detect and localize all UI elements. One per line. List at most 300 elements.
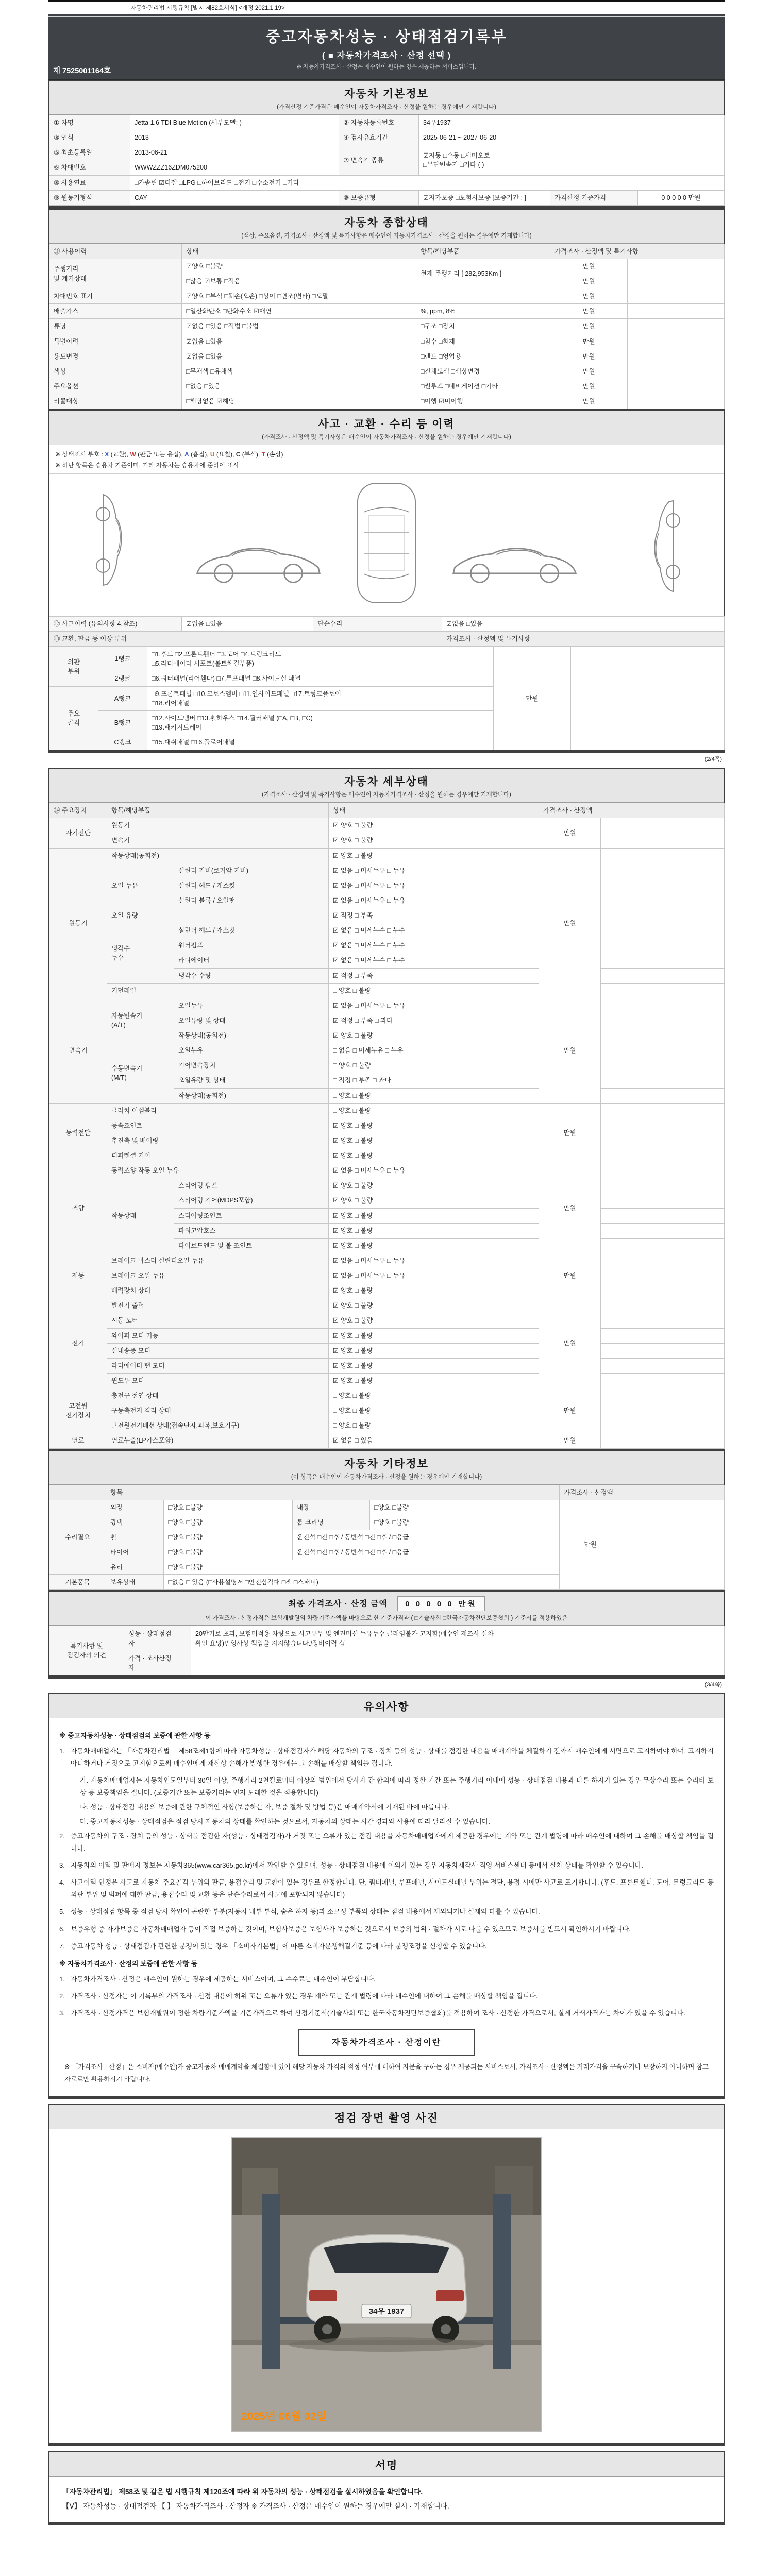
table-cell: ⑩ 보증유형 bbox=[339, 190, 419, 205]
checkbox-cell[interactable]: □양호 □불량 bbox=[370, 1500, 560, 1515]
checkbox-cell[interactable]: ☑ 양호 □ 불량 bbox=[329, 1178, 539, 1193]
table-row bbox=[49, 1485, 725, 1500]
table-cell bbox=[601, 863, 725, 878]
table-cell: 파워고압호스 bbox=[174, 1223, 329, 1238]
table-row bbox=[49, 1343, 725, 1358]
checkbox-cell[interactable]: □양호 □불량 bbox=[164, 1545, 293, 1560]
checkbox-cell[interactable]: □ 적정 □ 부족 □ 과다 bbox=[329, 1073, 539, 1088]
accident-summary-table bbox=[49, 616, 724, 647]
checkbox-cell[interactable]: ☑ 양호 □ 불량 bbox=[329, 848, 539, 863]
notice-subitem: 다. 중고자동차성능 · 상태점검은 점검 당시 자동차의 상태를 확인하는 것으로서, 자동차의 상태는 시간 경과와 사용에 따라 달라질 수 있습니다. bbox=[80, 1818, 490, 1826]
section-title: 유의사항 bbox=[363, 1701, 410, 1713]
section-title: 사고 · 교환 · 수리 등 이력 bbox=[318, 418, 455, 431]
table-cell: 기어변속장치 bbox=[174, 1058, 329, 1073]
checkbox-cell[interactable]: ☑ 적정 □ 부족 bbox=[329, 908, 539, 923]
table-cell bbox=[571, 647, 725, 750]
table-row bbox=[49, 632, 725, 647]
table-cell bbox=[601, 1313, 725, 1328]
table-cell: ⑬ 교환, 판금 등 이상 부위 bbox=[49, 632, 442, 647]
checkbox-cell[interactable]: ☑ 양호 □ 불량 bbox=[329, 1223, 539, 1238]
legend-note: ※ 하단 항목은 승용차 기준이며, 기타 자동차는 승용차에 준하여 표시 bbox=[55, 461, 239, 469]
table-cell: ① 차명 bbox=[49, 115, 130, 130]
photo-section bbox=[48, 2104, 725, 2446]
table-cell bbox=[601, 938, 725, 953]
checkbox-cell[interactable]: □양호 □불량 bbox=[164, 1530, 293, 1545]
etc-info-header bbox=[49, 1449, 724, 1485]
table-row bbox=[49, 923, 725, 938]
table-cell: 만원 bbox=[560, 1500, 621, 1590]
table-cell bbox=[601, 1208, 725, 1223]
table-cell: ⑤ 최초등록일 bbox=[49, 145, 130, 160]
table-row bbox=[49, 130, 725, 145]
table-cell bbox=[601, 893, 725, 908]
table-cell bbox=[601, 983, 725, 998]
detail-status-section bbox=[48, 768, 725, 1679]
table-cell bbox=[601, 1178, 725, 1193]
table-cell: ④ 검사유효기간 bbox=[339, 130, 419, 145]
table-row bbox=[49, 289, 725, 304]
table-row bbox=[49, 1103, 725, 1118]
checkbox-cell[interactable]: □구조 □장치 bbox=[416, 319, 550, 334]
table-cell bbox=[601, 833, 725, 848]
table-cell bbox=[601, 1028, 725, 1043]
table-cell: 작동상태 bbox=[107, 1178, 174, 1253]
checkbox-cell[interactable]: □썬루프 □네비게이션 □기타 bbox=[416, 379, 550, 394]
section-title: 자동차 종합상태 bbox=[344, 216, 429, 229]
checkbox-cell[interactable]: ☑ 양호 □ 불량 bbox=[329, 833, 539, 848]
final-price-amount: 0 0 0 0 0 만원 bbox=[397, 1596, 485, 1611]
checkbox-cell[interactable]: ☑ 양호 □ 불량 bbox=[329, 1358, 539, 1373]
table-cell: 외판 부위 bbox=[49, 647, 98, 686]
notice-subitem: 나. 성능 · 상태점검 내용의 보증에 관한 구체적인 사항(보증하는 자, 보증 절차 및 방법 등)은 매매계약서에 기재된 바에 따릅니다. bbox=[80, 1803, 449, 1811]
table-cell: 냉각수 누수 bbox=[107, 923, 174, 984]
table-row bbox=[49, 1118, 725, 1133]
basic-info-header bbox=[49, 81, 724, 115]
legend-token: (부식), bbox=[240, 451, 262, 459]
checkbox-cell[interactable]: □양호 □불량 bbox=[164, 1500, 293, 1515]
checkbox-cell[interactable]: □무채색 □유채색 bbox=[182, 364, 416, 379]
checkbox-cell[interactable]: ☑ 없음 □ 미세누유 □ 누유 bbox=[329, 1253, 539, 1268]
table-cell bbox=[628, 334, 725, 349]
inspector-opinion-table bbox=[49, 1626, 724, 1675]
table-row bbox=[49, 1163, 725, 1178]
checkbox-cell[interactable]: ☑ 양호 □ 불량 bbox=[329, 1133, 539, 1148]
table-cell: 만원 bbox=[550, 319, 628, 334]
table-cell: 실린더 헤드 / 개스킷 bbox=[174, 923, 329, 938]
legend-token: W bbox=[130, 451, 136, 459]
section-subtitle: (가격조사 · 산정액 및 특기사항은 매수인이 자동차가격조사 · 산정을 원하는 경우에만 기재합니다) bbox=[262, 434, 511, 441]
table-cell: 외장 bbox=[106, 1500, 164, 1515]
table-cell: 스티어링조인트 bbox=[174, 1208, 329, 1223]
table-cell: 브레이크 마스터 실린더오일 누유 bbox=[107, 1253, 329, 1268]
table-cell: 작동상태(공회전) bbox=[107, 848, 329, 863]
table-row bbox=[49, 803, 725, 818]
table-cell: 만원 bbox=[539, 1163, 601, 1253]
table-cell: 만원 bbox=[539, 1298, 601, 1388]
table-cell: 냉각수 수량 bbox=[174, 968, 329, 983]
table-cell bbox=[601, 968, 725, 983]
checkbox-cell[interactable]: ☑ 없음 □ 미세누유 □ 누유 bbox=[329, 893, 539, 908]
table-cell: ② 자동차등록번호 bbox=[339, 115, 419, 130]
table-cell: 특별이력 bbox=[49, 334, 182, 349]
checkbox-cell[interactable]: ☑ 양호 □ 불량 bbox=[329, 1343, 539, 1358]
table-row bbox=[49, 394, 725, 409]
checkbox-cell[interactable]: ☑양호 □부식 □훼손(오손) □상이 □변조(변타) □도말 bbox=[182, 289, 550, 304]
checkbox-cell[interactable]: ☑양호 □불량 bbox=[182, 259, 416, 274]
checkbox-cell[interactable]: ☑ 양호 □ 불량 bbox=[329, 1193, 539, 1208]
price-survey-definition-box: 자동차가격조사 · 산정이란 bbox=[298, 2029, 475, 2057]
table-cell: 디퍼렌셜 기어 bbox=[107, 1148, 329, 1163]
table-cell: 항목/해당부품 bbox=[107, 803, 329, 818]
checkbox-cell[interactable]: □ 양호 □ 불량 bbox=[329, 1403, 539, 1418]
signature-statement: 「자동차관리법」 제58조 및 같은 법 시행규칙 제120조에 따라 위 자동차의 성능 · 상태점검을 실시하였음을 확인합니다. bbox=[62, 2487, 423, 2496]
table-cell: 2013 bbox=[130, 130, 339, 145]
checkbox-cell[interactable]: □ 없음 □ 미세누유 □ 누유 bbox=[329, 1043, 539, 1058]
table-cell: 튜닝 bbox=[49, 319, 182, 334]
table-cell bbox=[601, 848, 725, 863]
notice-item: 4. 사고이력 인정은 사고로 자동차 주요골격 부위의 판금, 용접수리 및 교환이 있는 경우로 한정합니다. 단, 쿼터패널, 루프패널, 사이드실패널 부위는 절단, 용접 시에만 사고로 표기합니다. (후드, 프론트휀더, 도어, 트렁크리드 등 외판 부위 및 범퍼에 대한 판금, 용접수리 및 교환 등은 단순수리로서 사고에 포함되지 않습니다) bbox=[59, 1878, 714, 1899]
legend-token: (판금 또는 용접), bbox=[136, 451, 185, 459]
table-cell: 현재 주행거리 [ 282,953Km ] bbox=[416, 259, 550, 289]
table-cell bbox=[601, 1013, 725, 1028]
checkbox-cell[interactable]: □ 양호 □ 불량 bbox=[329, 1088, 539, 1103]
legend-token: C bbox=[236, 451, 241, 459]
checkbox-cell[interactable]: ☑ 양호 □ 불량 bbox=[329, 1238, 539, 1253]
table-cell: 실린더 커버(로커암 커버) bbox=[174, 863, 329, 878]
legend-token: A bbox=[184, 451, 189, 459]
table-cell bbox=[601, 1358, 725, 1373]
page-marker-2: (2/4쪽) bbox=[704, 756, 722, 763]
page-subtitle: ( ■ 자동차가격조사 · 산정 선택 ) bbox=[322, 51, 451, 60]
legend-token: (요철), bbox=[214, 451, 236, 459]
table-row bbox=[49, 647, 725, 671]
document-number: 제 7525001164호 bbox=[53, 67, 111, 75]
table-cell: 만원 bbox=[550, 334, 628, 349]
table-row bbox=[49, 244, 725, 259]
table-row bbox=[49, 1373, 725, 1388]
table-row bbox=[49, 175, 725, 190]
table-cell bbox=[601, 1148, 725, 1163]
checkbox-cell[interactable]: ☑ 양호 □ 불량 bbox=[329, 1373, 539, 1388]
table-cell bbox=[191, 1651, 725, 1675]
table-cell: 유리 bbox=[106, 1560, 164, 1575]
table-cell bbox=[628, 304, 725, 319]
table-row bbox=[49, 833, 725, 848]
document-header bbox=[48, 14, 725, 80]
checkbox-cell[interactable]: ☑ 적정 □ 부족 □ 과다 bbox=[329, 1013, 539, 1028]
table-row bbox=[49, 1626, 725, 1651]
table-cell: 변속기 bbox=[107, 833, 329, 848]
table-row bbox=[49, 1148, 725, 1163]
table-cell: 특기사항 및 점검자의 의견 bbox=[49, 1626, 124, 1675]
table-cell: 구동축전지 격리 상태 bbox=[107, 1403, 329, 1418]
table-cell: 자동변속기 (A/T) bbox=[107, 998, 174, 1043]
table-cell: 워터펌프 bbox=[174, 938, 329, 953]
checkbox-cell[interactable]: ☑없음 □있음 bbox=[182, 334, 416, 349]
section-title: 자동차 기본정보 bbox=[344, 88, 429, 100]
table-cell bbox=[601, 1343, 725, 1358]
checkbox-cell[interactable]: 운전석 □전 □후 / 동반석 □전 □후 / □응급 bbox=[293, 1530, 560, 1545]
table-cell bbox=[628, 394, 725, 409]
table-row bbox=[49, 1388, 725, 1403]
table-row bbox=[49, 1418, 725, 1433]
table-cell: 클러치 어셈블리 bbox=[107, 1103, 329, 1118]
table-cell: 만원 bbox=[550, 289, 628, 304]
table-row bbox=[49, 616, 725, 631]
basic-info-section bbox=[48, 80, 725, 209]
section-subtitle: (가격산정 기준가격은 매수인이 자동차가격조사 · 산정을 원하는 경우에만 기재합니다) bbox=[277, 104, 496, 110]
table-cell: 윈도우 모터 bbox=[107, 1373, 329, 1388]
table-row bbox=[49, 334, 725, 349]
checkbox-cell[interactable]: ☑ 양호 □ 불량 bbox=[329, 1148, 539, 1163]
table-cell: 주행거리 및 계기상태 bbox=[49, 259, 182, 289]
table-row bbox=[49, 115, 725, 130]
table-cell: ⑨ 원동기형식 bbox=[49, 190, 130, 205]
table-cell: 오일누유 bbox=[174, 998, 329, 1013]
table-cell: 수동변속기 (M/T) bbox=[107, 1043, 174, 1104]
checkbox-cell[interactable]: ☑없음 □있음 bbox=[182, 349, 416, 364]
checkbox-cell[interactable]: ☑ 없음 □ 미세누유 □ 누유 bbox=[329, 878, 539, 893]
overall-status-header bbox=[49, 210, 724, 244]
table-cell bbox=[628, 319, 725, 334]
checkbox-cell[interactable]: ☑자동 □수동 □세미오토 □무단변속기 □기타 ( ) bbox=[419, 145, 725, 175]
table-cell: 34우1937 bbox=[419, 115, 725, 130]
table-cell bbox=[628, 274, 725, 289]
table-cell: 만원 bbox=[539, 1433, 601, 1448]
table-row bbox=[49, 304, 725, 319]
table-cell: 배출가스 bbox=[49, 304, 182, 319]
section-title: 자동차 세부상태 bbox=[344, 776, 429, 788]
table-cell bbox=[601, 1283, 725, 1298]
notice-item: 5. 성능 · 상태점검 항목 중 점검 당시 확인이 곤란한 부분(자동차 내부 부식, 숨은 하자 등)과 소모성 부품의 상태는 점검 내용에서 제외되거나 실제와 다를 수 있습니다. bbox=[59, 1908, 540, 1916]
checkbox-cell[interactable]: ☑ 양호 □ 불량 bbox=[329, 1313, 539, 1328]
detail-status-table bbox=[49, 803, 724, 1448]
checkbox-cell[interactable]: ☑자가보증 □보험사보증 [보증기간 : ] bbox=[419, 190, 550, 205]
notice-item: 2. 가격조사 · 산정자는 이 기록부의 가격조사 · 산정 내용에 허위 또는 오류가 있는 경우 계약 또는 관계 법령에 따라 매수인에 대하여 그 손해를 배상할 책임을 집니다. bbox=[59, 1992, 538, 2000]
table-cell: ③ 연식 bbox=[49, 130, 130, 145]
checkbox-cell[interactable]: □양호 □불량 bbox=[164, 1560, 560, 1575]
table-cell: 커먼레일 bbox=[107, 983, 329, 998]
table-cell: 기본품목 bbox=[49, 1575, 106, 1590]
table-cell bbox=[601, 1253, 725, 1268]
signature-roles[interactable]: 【Ⅴ】 자동차성능 · 상태점검자 【 】 자동차가격조사 · 산정자 ※ 가격조사 · 산정은 매수인이 원하는 경우에만 실시 · 기재합니다. bbox=[62, 2502, 449, 2510]
table-cell bbox=[601, 1223, 725, 1238]
table-cell: 상태 bbox=[182, 244, 416, 259]
detail-status-header bbox=[49, 769, 724, 803]
checkbox-cell[interactable]: ☑ 양호 □ 불량 bbox=[329, 1208, 539, 1223]
status-code-legend bbox=[49, 445, 724, 474]
table-cell: 오일유량 및 상태 bbox=[174, 1073, 329, 1088]
table-cell: 가격조사 · 산정액 bbox=[539, 803, 725, 818]
table-cell bbox=[601, 908, 725, 923]
table-cell bbox=[601, 1103, 725, 1118]
table-cell: 차대번호 표기 bbox=[49, 289, 182, 304]
checkbox-cell[interactable]: □해당없음 ☑해당 bbox=[182, 394, 416, 409]
notice-item: 3. 자동차의 이력 및 판매자 정보는 자동차365(www.car365.go.kr)에서 확인할 수 있으며, 성능 · 상태점검 내용에 이의가 있는 경우 자동차제작사 직영 서비스센터 등에서 실차 상태를 확인할 수 있습니다. bbox=[59, 1861, 643, 1870]
table-cell: A랭크 bbox=[98, 686, 147, 710]
notices-header bbox=[49, 1694, 724, 1718]
table-row bbox=[49, 145, 725, 160]
inspection-photo bbox=[232, 2138, 541, 2431]
table-cell: 가격조사 · 산정액 및 특기사항 bbox=[442, 632, 725, 647]
notice-item: 6. 보증유형 중 자가보증은 자동차매매업자 등이 직접 보증하는 것이며, 보험사보증은 보험사가 보증하는 것으로서 보증의 범위 · 절차가 서로 다를 수 있으므로 보증서를 반드시 확인하시기 바랍니다. bbox=[59, 1925, 631, 1933]
table-row bbox=[49, 998, 725, 1013]
checkbox-cell[interactable]: ☑ 없음 □ 미세누유 □ 누유 bbox=[329, 998, 539, 1013]
legend-token: ※ 상태표시 부호 : bbox=[55, 451, 105, 459]
table-cell: 만원 bbox=[539, 998, 601, 1103]
checkbox-cell[interactable]: ☑ 없음 □ 미세누유 □ 누유 bbox=[329, 1268, 539, 1283]
table-cell bbox=[628, 379, 725, 394]
table-row bbox=[49, 1268, 725, 1283]
checkbox-cell[interactable]: □없음 □ 있음 (□사용설명서 □안전삼각대 □잭 □스패너) bbox=[164, 1575, 560, 1590]
checkbox-cell[interactable]: ☑없음 □있음 bbox=[182, 616, 313, 631]
photo-timestamp: 2025년 06월 02일 bbox=[241, 2410, 327, 2422]
table-cell bbox=[628, 259, 725, 274]
checkbox-cell[interactable]: ☑ 없음 □ 미세누수 □ 누수 bbox=[329, 953, 539, 968]
checkbox-cell[interactable]: □ 양호 □ 불량 bbox=[329, 1103, 539, 1118]
table-cell: 조향 bbox=[49, 1163, 107, 1253]
checkbox-cell[interactable]: ☑ 양호 □ 불량 bbox=[329, 1298, 539, 1313]
checkbox-cell[interactable]: ☑없음 □있음 bbox=[442, 616, 725, 631]
checkbox-cell[interactable]: ☑ 없음 □ 있음 bbox=[329, 1433, 539, 1448]
table-cell: 상태 bbox=[329, 803, 539, 818]
legend-token: (손상) bbox=[265, 451, 283, 459]
checkbox-cell[interactable]: ☑ 없음 □ 미세누수 □ 누수 bbox=[329, 938, 539, 953]
table-cell: 오일누유 bbox=[174, 1043, 329, 1058]
overall-status-section bbox=[48, 209, 725, 753]
table-cell: 스티어링 펌프 bbox=[174, 1178, 329, 1193]
table-cell: ⑫ 사고이력 (유의사항 4.참조) bbox=[49, 616, 182, 631]
table-cell: 연료 bbox=[49, 1433, 107, 1448]
table-cell bbox=[601, 1418, 725, 1433]
checkbox-cell[interactable]: □ 양호 □ 불량 bbox=[329, 1418, 539, 1433]
basic-info-table bbox=[49, 115, 724, 206]
checkbox-cell[interactable]: □ 양호 □ 불량 bbox=[329, 1058, 539, 1073]
section-subtitle: (가격조사 · 산정액 및 특기사항은 매수인이 자동차가격조사 · 산정을 원하는 경우에만 기재합니다) bbox=[262, 792, 511, 799]
checkbox-cell[interactable]: ☑ 양호 □ 불량 bbox=[329, 1118, 539, 1133]
table-row bbox=[49, 1178, 725, 1193]
checkbox-cell[interactable]: ☑ 없음 □ 미세누수 □ 누수 bbox=[329, 923, 539, 938]
table-cell: 항목 bbox=[106, 1485, 560, 1500]
checkbox-cell[interactable]: 운전석 □전 □후 / 동반석 □전 □후 / □응급 bbox=[293, 1545, 560, 1560]
checkbox-cell[interactable]: □많음 ☑보통 □적음 bbox=[182, 274, 416, 289]
table-cell: 만원 bbox=[550, 349, 628, 364]
table-cell bbox=[601, 923, 725, 938]
panel-rank-table bbox=[49, 647, 724, 750]
checkbox-cell[interactable]: □양호 □불량 bbox=[164, 1515, 293, 1530]
checkbox-cell[interactable]: □ 양호 □ 불량 bbox=[329, 983, 539, 998]
checkbox-cell[interactable]: □15.대쉬패널 □16.플로어패널 bbox=[147, 735, 494, 750]
table-cell: WWWZZZ16ZDM075200 bbox=[130, 160, 339, 175]
table-cell: 0 0 0 0 0 만원 bbox=[638, 190, 725, 205]
table-cell: 룸 크리닝 bbox=[293, 1515, 370, 1530]
checkbox-cell[interactable]: ☑ 양호 □ 불량 bbox=[329, 818, 539, 833]
checkbox-cell[interactable]: □양호 □불량 bbox=[370, 1515, 560, 1530]
checkbox-cell[interactable]: □전체도색 □색상변경 bbox=[416, 364, 550, 379]
table-cell bbox=[49, 1485, 106, 1500]
table-cell: 20만키로 초과, 보험미적용 차량으로 사고유무 및 엔진미션 누유누수 클레임불가 고지함(매수인 제조사 실차 확인 요망)민형사상 책임을 지지않습니다./정비이력 有 bbox=[191, 1626, 725, 1651]
checkbox-cell[interactable]: ☑ 없음 □ 미세누유 □ 누유 bbox=[329, 863, 539, 878]
checkbox-cell[interactable]: □일산화탄소 □탄화수소 ☑매연 bbox=[182, 304, 416, 319]
checkbox-cell[interactable]: ☑ 적정 □ 부족 bbox=[329, 968, 539, 983]
table-cell bbox=[601, 1058, 725, 1073]
table-cell: 동력전달 bbox=[49, 1103, 107, 1163]
table-cell bbox=[601, 1073, 725, 1088]
table-cell bbox=[601, 1118, 725, 1133]
table-cell: 가격 · 조사산정 자 bbox=[124, 1651, 191, 1675]
table-cell: ⑧ 사용연료 bbox=[49, 175, 130, 190]
table-row bbox=[49, 983, 725, 998]
etc-info-table bbox=[49, 1485, 724, 1590]
checkbox-cell[interactable]: □6.쿼터패널(리어휀다) □7.루프패널 □8.사이드실 패널 bbox=[147, 671, 494, 686]
table-row bbox=[49, 1433, 725, 1448]
checkbox-cell[interactable]: ☑ 양호 □ 불량 bbox=[329, 1283, 539, 1298]
signature-header bbox=[49, 2452, 724, 2477]
table-cell: 오일유량 및 상태 bbox=[174, 1013, 329, 1028]
checkbox-cell[interactable]: □9.프론트패널 □10.크로스멤버 □11.인사이드패널 □17.트렁크플로어 □18.리어패널 bbox=[147, 686, 494, 710]
final-price-note[interactable]: 이 가격조사 · 산정가격은 보험개발원의 차량기준가액을 바탕으로 한 기준가격과 ( □기술사회 □한국자동차진단보증협회 ) 기준서를 적용하였음 bbox=[205, 1615, 568, 1622]
notice-subitem: 가. 자동차매매업자는 자동차인도일부터 30일 이상, 주행거리 2천킬로미터 이상의 범위에서 당사자 간 합의에 따라 정한 기간 또는 주행거리 이내에 성능 · 상태점검 내용과 다른 하자가 있는 경우 무상수리 또는 수리비 보상 등 보증책임을 집니다. (보증기간 또는 보증거리는 먼저 도래한 것을 적용합니다) bbox=[80, 1776, 714, 1797]
checkbox-cell[interactable]: ☑ 없음 □ 미세누유 □ 누유 bbox=[329, 1163, 539, 1178]
table-cell: 원동기 bbox=[49, 848, 107, 998]
table-cell: 타이로드엔드 및 볼 조인트 bbox=[174, 1238, 329, 1253]
table-cell: C랭크 bbox=[98, 735, 147, 750]
table-cell bbox=[621, 1500, 725, 1590]
table-cell: 고전원전기배선 상태(접속단자,피복,보호기구) bbox=[107, 1418, 329, 1433]
table-cell: 브레이크 오일 누유 bbox=[107, 1268, 329, 1283]
table-cell bbox=[601, 1238, 725, 1253]
table-cell: 시동 모터 bbox=[107, 1313, 329, 1328]
checkbox-cell[interactable]: ☑ 양호 □ 불량 bbox=[329, 1328, 539, 1343]
inspection-photo-wrap bbox=[49, 2129, 724, 2443]
table-cell bbox=[601, 1373, 725, 1388]
table-cell: 가격조사 · 산정액 bbox=[560, 1485, 725, 1500]
table-cell: 제동 bbox=[49, 1253, 107, 1298]
table-row bbox=[49, 1500, 725, 1515]
checkbox-cell[interactable]: □렌트 □영업용 bbox=[416, 349, 550, 364]
table-cell: 만원 bbox=[550, 394, 628, 409]
notices-body bbox=[49, 1718, 724, 2096]
notice-heading: ※ 중고자동차성능 · 상태점검의 보증에 관한 사항 등 bbox=[59, 1731, 211, 1739]
table-row bbox=[49, 818, 725, 833]
checkbox-cell[interactable]: ☑ 양호 □ 불량 bbox=[329, 1028, 539, 1043]
final-price-band bbox=[49, 1590, 724, 1626]
page-title: 중고자동차성능 · 상태점검기록부 bbox=[265, 29, 508, 45]
table-cell: Jetta 1.6 TDI Blue Motion (세부모델: ) bbox=[130, 115, 339, 130]
table-cell: 리콜대상 bbox=[49, 394, 182, 409]
table-cell: 타이어 bbox=[106, 1545, 164, 1560]
table-cell bbox=[601, 1133, 725, 1148]
table-cell bbox=[601, 878, 725, 893]
checkbox-cell[interactable]: □침수 □화재 bbox=[416, 334, 550, 349]
table-cell: 휠 bbox=[106, 1530, 164, 1545]
table-cell: 만원 bbox=[550, 259, 628, 274]
checkbox-cell[interactable]: ☑없음 □있음 □적법 □불법 bbox=[182, 319, 416, 334]
checkbox-cell[interactable]: □1.후드 □2.프론트휀더 □3.도어 □4.트렁크리드 □5.라디에이터 서포트(볼트체결부품) bbox=[147, 647, 494, 671]
checkbox-cell[interactable]: □12.사이드멤버 □13.휠하우스 □14.필러패널 (□A, □B, □C) □19.패키지트레이 bbox=[147, 710, 494, 735]
table-row bbox=[49, 848, 725, 863]
checkbox-cell[interactable]: □없음 □있음 bbox=[182, 379, 416, 394]
table-cell: 색상 bbox=[49, 364, 182, 379]
checkbox-cell[interactable]: □이행 ☑미이행 bbox=[416, 394, 550, 409]
checkbox-cell[interactable]: □ 양호 □ 불량 bbox=[329, 1388, 539, 1403]
checkbox-cell[interactable]: □가솔린 ☑디젤 □LPG □하이브리드 □전기 □수소전기 □기타 bbox=[130, 175, 725, 190]
table-cell bbox=[601, 953, 725, 968]
table-cell: 만원 bbox=[539, 818, 601, 848]
table-cell: 변속기 bbox=[49, 998, 107, 1103]
table-cell: 동력조향 작동 오일 누유 bbox=[107, 1163, 329, 1178]
table-cell: 만원 bbox=[550, 364, 628, 379]
